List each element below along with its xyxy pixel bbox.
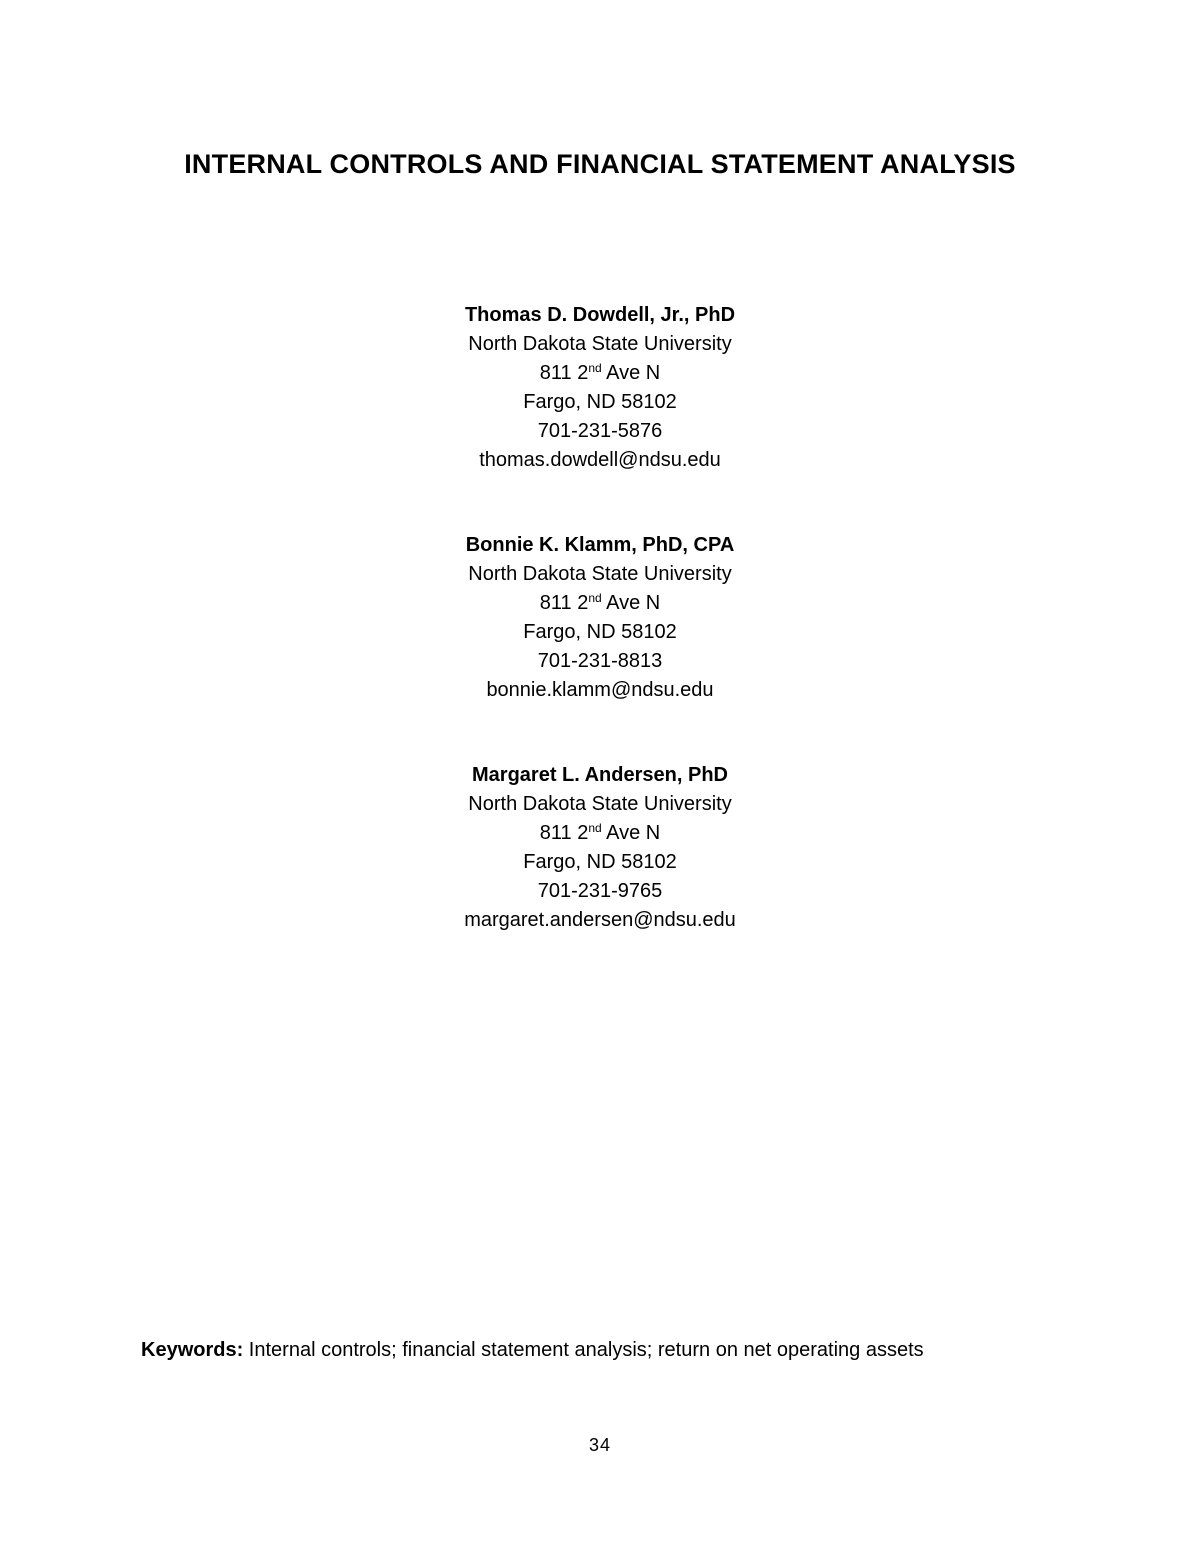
page-title: INTERNAL CONTROLS AND FINANCIAL STATEMENT ANALYSIS <box>184 149 1016 179</box>
author-affiliation: North Dakota State University <box>468 793 732 815</box>
author-affiliation: North Dakota State University <box>468 333 732 355</box>
author-phone: 701-231-9765 <box>537 880 663 902</box>
author-email: bonnie.klamm@ndsu.edu <box>486 679 714 701</box>
author-block-klamm <box>0 531 1200 705</box>
author-name: Bonnie K. Klamm, PhD, CPA <box>465 534 735 556</box>
page-number: 34 <box>588 1435 612 1455</box>
author-address <box>0 819 1200 848</box>
author-phone: 701-231-5876 <box>537 420 663 442</box>
author-city: Fargo, ND 58102 <box>523 621 677 643</box>
keywords-text: Internal controls; financial statement analysis; return on net operating assets <box>243 1339 924 1361</box>
author-address <box>0 359 1200 388</box>
author-block-andersen <box>0 761 1200 935</box>
address-ordinal-suffix: nd <box>588 361 602 375</box>
keywords-line <box>141 1336 924 1365</box>
author-email: thomas.dowdell@ndsu.edu <box>479 449 721 471</box>
author-address <box>0 589 1200 618</box>
address-ordinal-suffix: nd <box>588 821 602 835</box>
address-number: 811 2 <box>539 592 589 614</box>
author-block-dowdell <box>0 301 1200 475</box>
author-city: Fargo, ND 58102 <box>523 391 677 413</box>
address-street: Ave N <box>601 822 661 844</box>
keywords-label: Keywords: <box>141 1339 244 1361</box>
author-name: Thomas D. Dowdell, Jr., PhD <box>464 304 736 326</box>
address-street: Ave N <box>601 362 661 384</box>
author-affiliation: North Dakota State University <box>468 563 732 585</box>
author-email: margaret.andersen@ndsu.edu <box>464 909 736 931</box>
author-name: Margaret L. Andersen, PhD <box>472 764 728 786</box>
address-street: Ave N <box>601 592 661 614</box>
author-phone: 701-231-8813 <box>537 650 663 672</box>
author-city: Fargo, ND 58102 <box>523 851 677 873</box>
address-number: 811 2 <box>539 362 589 384</box>
address-ordinal-suffix: nd <box>588 591 602 605</box>
address-number: 811 2 <box>539 822 589 844</box>
